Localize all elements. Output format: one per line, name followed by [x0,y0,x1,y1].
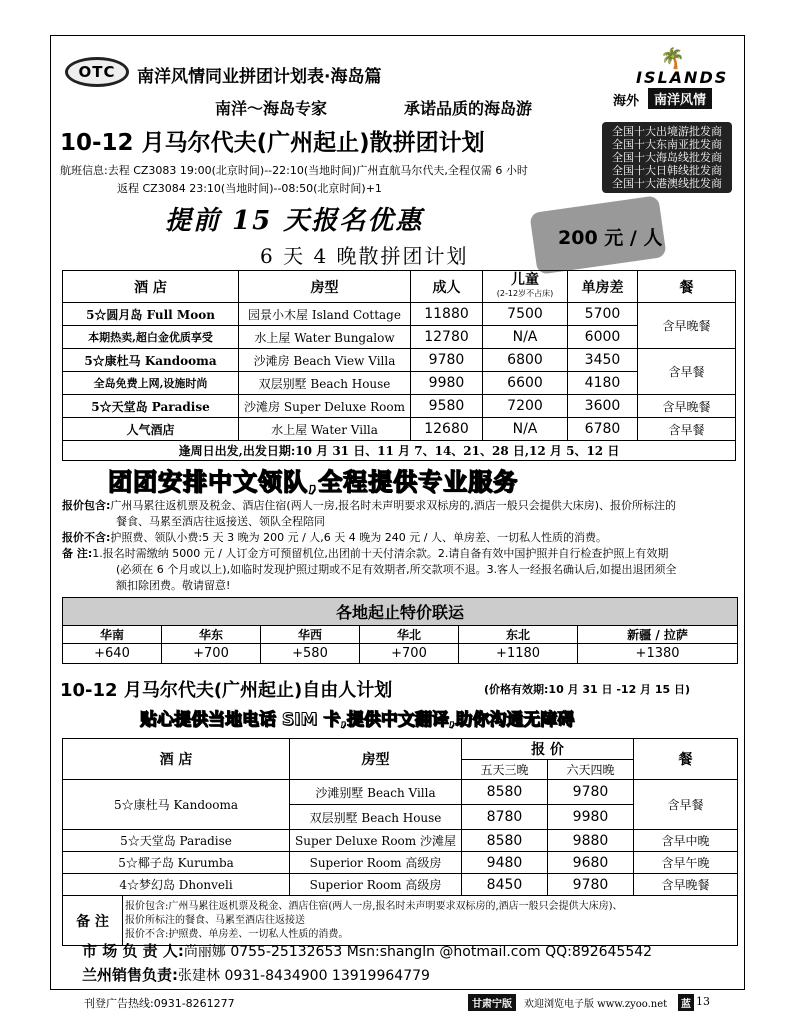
flight-info-return: 返程 CZ3084 23:10(当地时间)--08:50(北京时间)+1 [117,182,382,195]
col-five: 五天三晚 [462,760,548,780]
plan2-table [62,738,738,946]
palm-icon: 🌴 [660,46,685,70]
award-list [602,122,732,193]
section-label: 蓝 [678,994,694,1011]
otc-logo: OTC [65,57,129,87]
contact-line-2: 兰州销售负责:张建林 0931-8434900 13919964779 [82,966,430,984]
table-row: 双层别墅 Beach House 8780 9980 [63,805,738,830]
brand-tag: 海外 [613,94,640,109]
table-row: 4☆梦幻岛 Dhonveli Superior Room 高级房 8450 9780 含早晚餐 [63,874,738,896]
col-meal: 餐 [634,739,738,780]
plan1-title: 10-12 月马尔代夫(广州起止)散拼团计划 [60,130,485,156]
award-item: 全国十大日韩线批发商 [612,164,722,177]
table-row: 5☆天堂岛 Paradise 沙滩房 Super Deluxe Room 9580 7200 3600 含早晚餐 [63,395,736,418]
departure-dates: 逢周日出发,出发日期:10 月 31 日、11 月 7、14、21、28 日,12 月 5、12 日 [63,441,736,461]
award-item: 全国十大港澳线批发商 [612,177,722,190]
site-url: 欢迎浏览电子版 www.zyoo.net [524,999,668,1010]
col-hotel: 酒 店 [63,739,290,780]
discount-badge: 200 元 / 人 [558,227,663,249]
table-row: 5☆康杜马 Kandooma 沙滩别墅 Beach Villa 8580 9780 含早餐 [63,780,738,805]
ad-hotline: 刊登广告热线:0931-8261277 [84,997,235,1010]
notes-block: 报价包含:广州马累往返机票及税金、酒店住宿(两人一房,报名时未声明要求双标房的,酒店一般只会提供大床房)、报价所标注的 餐食、马累至酒店往返接送、领队全程陪同 报价不含:护照费、领队小费:5 天 3 晚为 200 元 / 人,6 天 4 晚为 240 元 / 人、单房差、一切私人性质的消费。 备 注:1.报名时需缴纳 5000 元 / 人订金方可预留机位,出团前十天付清余款。2.请自备有效中国护照并自行检查护照上有效期 (必须在 6 个月或以上),如临时发现护照过期或不足有效期者,所交款项不退。3.客人一经报名确认后,如提出退团须全 额扣除团费。敬请留意! [62,499,677,592]
connect-table [62,597,738,664]
paper-label: 甘肃宁版 [468,994,516,1011]
contact-line-1: 市 场 负 责 人:尚丽娜 0755-25132653 Msn:shangln @hotmail.com QQ:892645542 [82,942,653,960]
col-room: 房型 [239,271,411,303]
table-row: 本期热卖,超白金优质享受 水上屋 Water Bungalow 12780 N/A 6000 [63,326,736,349]
page-number: 13 [696,995,710,1008]
islands-logo: ISLANDS [636,68,729,87]
plan1-table [62,270,736,461]
plan2-banner: 贴心提供当地电话 SIM 卡,提供中文翻译,助你沟通无障碍 [140,710,575,730]
award-item: 全国十大海岛线批发商 [612,151,722,164]
table-row: 华南 华东 华西 华北 东北 新疆 / 拉萨 [63,626,738,644]
col-price: 报 价 [462,739,634,760]
col-single: 单房差 [568,271,638,303]
page-title: 南洋风情同业拼团计划表·海岛篇 [137,67,382,87]
flight-info-out: 航班信息:去程 CZ3083 19:00(北京时间)--22:10(当地时间)广州直航马尔代夫,全程仅需 6 小时 [60,164,528,177]
plan1-subtitle: 6 天 4 晚散拼团计划 [260,244,469,268]
table-row: 5☆圆月岛 Full Moon 园景小木屋 Island Cottage 11880 7500 5700 含早晚餐 [63,303,736,326]
connect-title: 各地起止特价联运 [63,598,738,626]
plan2-title: 10-12 月马尔代夫(广州起止)自由人计划 [60,680,393,701]
col-six: 六天四晚 [548,760,634,780]
table-row: 5☆椰子岛 Kurumba Superior Room 高级房 9480 9680 含早午晚 [63,852,738,874]
award-item: 全国十大出境游批发商 [612,125,722,138]
award-item: 全国十大东南亚批发商 [612,138,722,151]
col-hotel: 酒 店 [63,271,239,303]
table-row: 人气酒店 水上屋 Water Villa 12680 N/A 6780 含早餐 [63,418,736,441]
col-adult: 成人 [411,271,483,303]
plan2-validity: (价格有效期:10 月 31 日 -12 月 15 日) [484,683,691,696]
table-row: 5☆天堂岛 Paradise Super Deluxe Room 沙滩屋 8580 9880 含早中晚 [63,830,738,852]
slogan-left: 南洋～海岛专家 [215,99,328,118]
plan2-remark: 报价包含:广州马累往返机票及税金、酒店住宿(两人一房,报名时未声明要求双标房的,酒店一般只会提供大床房)、 报价所标注的餐食、马累至酒店往返接送 报价不含:护照费、单房差、一切私人性质的消费。 [123,896,738,946]
col-room: 房型 [290,739,462,780]
remark-label: 备 注 [63,896,123,946]
slogan-right: 承诺品质的海岛游 [404,99,533,118]
promo-title: 提前 15 天报名优惠 [165,206,424,236]
brand-name: 南洋风情 [648,88,712,109]
col-meal: 餐 [638,271,736,303]
table-row: +640 +700 +580 +700 +1180 +1380 [63,644,738,664]
col-child: 儿童 (2-12岁不占床) [483,271,568,303]
service-banner: 团团安排中文领队,全程提供专业服务 [108,468,519,496]
table-row: 全岛免费上网,设施时尚 双层别墅 Beach House 9980 6600 4180 [63,372,736,395]
table-row: 5☆康杜马 Kandooma 沙滩房 Beach View Villa 9780 6800 3450 含早餐 [63,349,736,372]
